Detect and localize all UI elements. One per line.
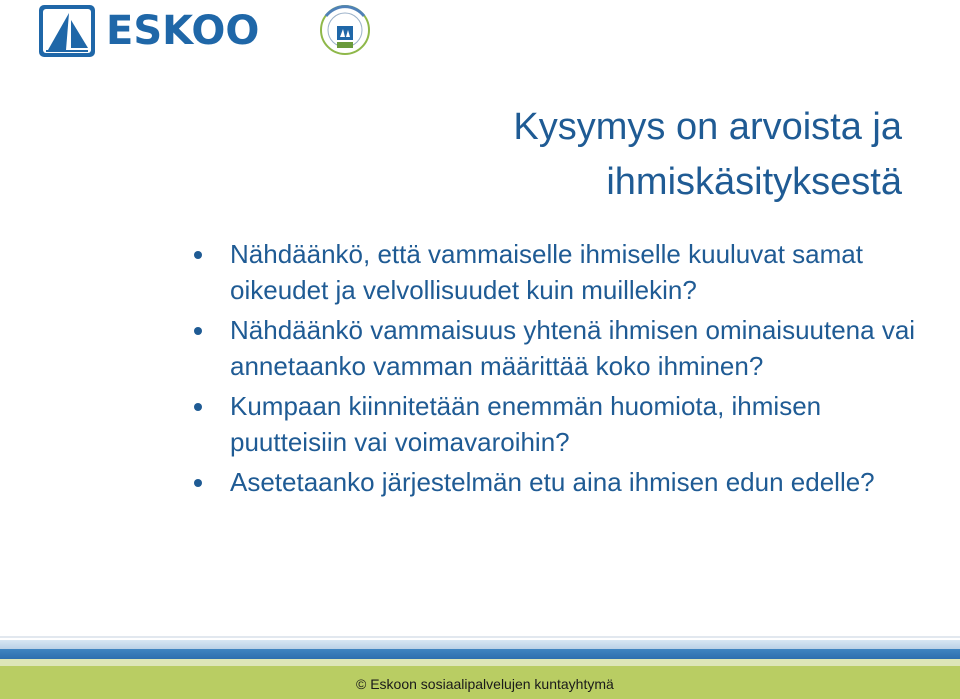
list-item <box>190 236 930 308</box>
bullet-icon <box>194 251 202 259</box>
slide-title-line-1: Kysymys on arvoista ja <box>513 106 902 148</box>
bullet-icon <box>194 479 202 487</box>
list-item-text: Nähdäänkö, että vammaiselle ihmiselle kuuluvat samat oikeudet ja velvollisuudet kuin muillekin? <box>230 239 863 305</box>
list-item-text: Kumpaan kiinnitetään enemmän huomiota, ihmisen puutteisiin vai voimavaroihin? <box>230 391 822 457</box>
list-item <box>190 312 930 384</box>
bullet-icon <box>194 403 202 411</box>
list-item-text: Nähdäänkö vammaisuus yhtenä ihmisen ominaisuutena vai annetaanko vamman määrittää koko ihminen? <box>230 315 916 381</box>
bullet-icon <box>194 327 202 335</box>
footer-band-light-blue <box>0 640 960 649</box>
slide-title <box>282 100 902 210</box>
slide-title-line-2: ihmiskäsityksestä <box>606 161 902 203</box>
eskoo-wordmark: ESKOO <box>106 8 260 54</box>
list-item-text: Asetetaanko järjestelmän etu aina ihmisen edun edelle? <box>230 467 875 497</box>
list-item <box>190 464 930 500</box>
sail-logo-icon <box>38 4 96 58</box>
footer-divider <box>0 636 960 638</box>
footer-band-pale <box>0 659 960 666</box>
certification-seal-icon <box>312 2 378 58</box>
footer-copyright: © Eskoon sosiaalipalvelujen kuntayhtymä <box>356 676 614 692</box>
question-list <box>190 236 930 504</box>
eskoo-logo <box>38 4 260 60</box>
footer-band-blue <box>0 649 960 659</box>
list-item <box>190 388 930 460</box>
